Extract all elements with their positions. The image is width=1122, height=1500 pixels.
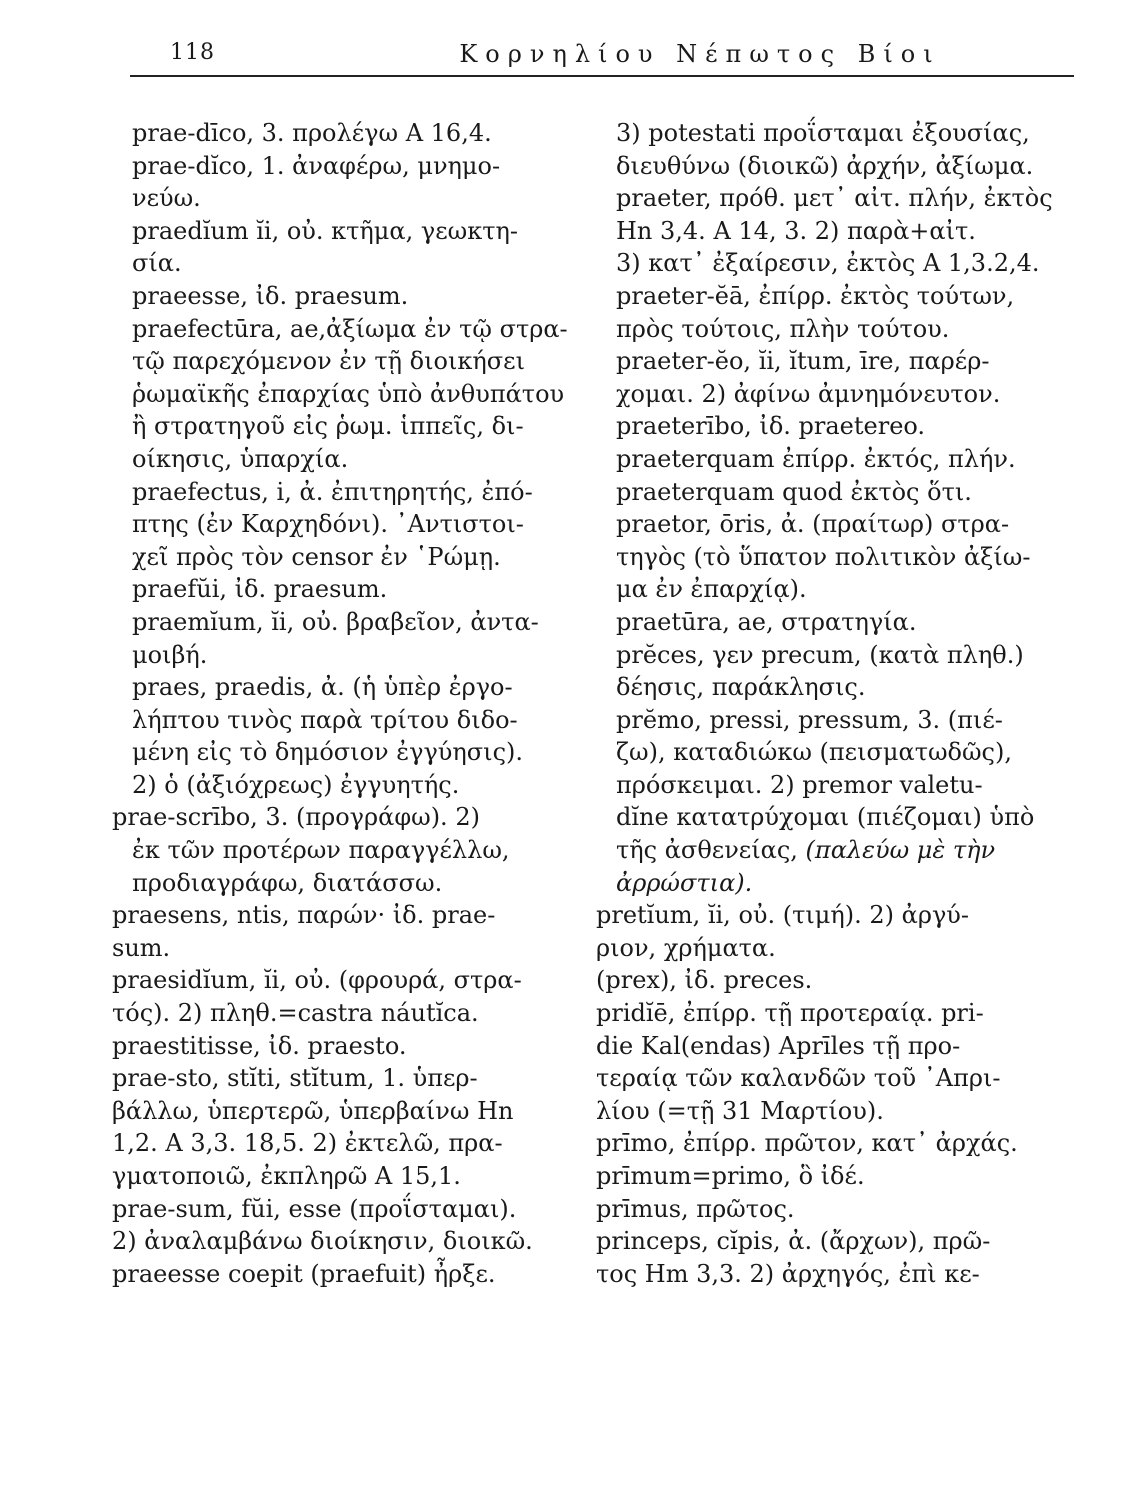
entry-text: λήπτου τινὸς παρὰ τρίτου διδο- xyxy=(132,705,518,734)
entry-text: νεύω. xyxy=(132,184,201,213)
entry-text: die Kal(endas) Aprīles τῇ προ- xyxy=(596,1031,961,1060)
entry-line xyxy=(596,867,1056,900)
entry-line xyxy=(596,639,1056,672)
entry-line xyxy=(112,1225,572,1258)
entry-text: πρόσκειμαι. 2) premor valetu- xyxy=(616,770,983,799)
entry-line xyxy=(596,182,1056,215)
entry-text: praefectus, i, ἀ. ἐπιτηρητής, ἐπό- xyxy=(132,477,533,506)
entry-line xyxy=(596,1030,1056,1063)
entry-text: τῷ παρεχόμενον ἐν τῇ διοικήσει xyxy=(132,347,525,376)
entry-text: διευθύνω (διοικῶ) ἀρχήν, ἀξίωμα. xyxy=(616,151,1034,180)
entry-text: πτης (ἐν Καρχηδόνι). ᾿Αντιστοι- xyxy=(132,510,524,539)
entry-line xyxy=(596,313,1056,346)
entry-text: praedĭum ĭi, οὐ. κτῆμα, γεωκτη- xyxy=(132,216,518,245)
entry-line xyxy=(112,997,572,1030)
entry-text: γματοποιῶ, ἐκπληρῶ Α 15,1. xyxy=(112,1162,461,1190)
entry-line xyxy=(596,1160,1056,1193)
entry-line xyxy=(112,1062,572,1095)
entry-text: prĕmo, pressi, pressum, 3. (πιέ- xyxy=(616,705,1003,734)
entry-text: μένη εἰς τὸ δημόσιον ἐγγύησις). xyxy=(132,738,523,767)
entry-line xyxy=(596,1095,1056,1128)
entry-text: τός). 2) πληθ.=castra náutĭca. xyxy=(112,999,479,1028)
entry-text: σία. xyxy=(132,249,182,278)
entry-line xyxy=(112,964,572,997)
entry-text: prīmus, πρῶτος. xyxy=(596,1194,795,1223)
entry-line xyxy=(112,899,572,932)
entry-text: 2) ὁ (ἀξιόχρεως) ἐγγυητής. xyxy=(132,770,460,799)
header-rule xyxy=(130,75,1074,77)
entry-line xyxy=(112,639,572,672)
entry-line xyxy=(596,573,1056,606)
entry-text: praefectūra, ae,ἀξίωμα ἐν τῷ στρα- xyxy=(132,314,568,343)
entry-line xyxy=(112,313,572,346)
entry-text: pretĭum, ĭi, οὐ. (τιμή). 2) ἀργύ- xyxy=(596,901,970,930)
entry-line xyxy=(112,573,572,606)
entry-line xyxy=(112,1160,572,1193)
entry-text: τεραίᾳ τῶν καλανδῶν τοῦ ᾿Απρι- xyxy=(596,1064,1001,1093)
entry-line xyxy=(112,215,572,248)
right-column xyxy=(596,117,1056,1290)
entry-line xyxy=(596,508,1056,541)
entry-text: οίκησις, ὑπαρχία. xyxy=(132,444,349,473)
entry-line xyxy=(596,932,1056,965)
entry-line xyxy=(112,704,572,737)
entry-text: χεῖ πρὸς τὸν censor ἐν ῾Ρώμῃ. xyxy=(132,542,501,571)
entry-text: 2) ἀναλαμβάνω διοίκησιν, διοικῶ. xyxy=(112,1227,533,1256)
entry-line xyxy=(112,182,572,215)
entry-text: praemĭum, ĭi, οὐ. βραβεῖον, ἀντα- xyxy=(132,607,539,636)
entry-text: pridĭē, ἐπίρρ. τῇ προτεραίᾳ. pri- xyxy=(596,999,984,1028)
entry-text: praeesse, ἰδ. praesum. xyxy=(132,281,409,310)
entry-line xyxy=(112,1193,572,1226)
entry-line xyxy=(596,345,1056,378)
entry-text: πρὸς τούτοις, πλὴν τούτου. xyxy=(616,314,950,343)
entry-line xyxy=(596,1062,1056,1095)
entry-line xyxy=(112,671,572,704)
entry-line xyxy=(596,1127,1056,1160)
entry-line xyxy=(596,736,1056,769)
entry-line xyxy=(596,769,1056,802)
entry-text: praefŭi, ἰδ. praesum. xyxy=(132,575,388,604)
entry-text: Hn 3,4. Α 14, 3. 2) παρὰ+αἰτ. xyxy=(616,216,976,245)
entry-text: dĭne κατατρύχομαι (πιέζομαι) ὑπὸ xyxy=(616,803,1035,832)
entry-text: τος Hm 3,3. 2) ἀρχηγός, ἐπὶ κε- xyxy=(596,1259,980,1288)
entry-line xyxy=(112,378,572,411)
entry-line xyxy=(596,606,1056,639)
entry-text: ριον, χρήματα. xyxy=(596,933,776,962)
entry-line xyxy=(112,410,572,443)
entry-line xyxy=(596,280,1056,313)
entry-line xyxy=(112,1095,572,1128)
entry-line xyxy=(112,867,572,900)
left-column xyxy=(112,117,572,1290)
running-title: Κορνηλίου Νέπωτος Βίοι xyxy=(459,40,941,68)
entry-text: τηγὸς (τὸ ὕπατον πολιτικὸν ἀξίω- xyxy=(616,542,1031,571)
entry-line xyxy=(112,476,572,509)
entry-line xyxy=(112,769,572,802)
entry-text: δέησις, παράκλησις. xyxy=(616,673,866,702)
entry-line xyxy=(112,801,572,834)
entry-line xyxy=(596,476,1056,509)
entry-italic-gloss: (παλεύω μὲ τὴν xyxy=(797,836,996,865)
entry-text: prae-dīco, 3. προλέγω Α 16,4. xyxy=(132,119,492,147)
entry-line xyxy=(112,606,572,639)
entry-line xyxy=(596,410,1056,443)
entry-line xyxy=(112,117,572,150)
page-header xyxy=(130,38,1070,78)
entry-line xyxy=(596,150,1056,183)
entry-line xyxy=(112,508,572,541)
entry-text: 3) κατ᾿ ἐξαίρεσιν, ἐκτὸς Α 1,3.2,4. xyxy=(616,249,1040,278)
entry-text: 1,2. Α 3,3. 18,5. 2) ἐκτελῶ, πρα- xyxy=(112,1129,503,1158)
entry-text: prae-sto, stĭti, stĭtum, 1. ὑπερ- xyxy=(112,1064,478,1093)
entry-text: praesidĭum, ĭi, οὐ. (φρουρά, στρα- xyxy=(112,966,522,995)
entry-text: sum. xyxy=(112,933,171,962)
entry-line xyxy=(112,443,572,476)
entry-line xyxy=(596,117,1056,150)
entry-text: prae-dĭco, 1. ἀναφέρω, μνημο- xyxy=(132,151,501,180)
entry-italic-gloss: ἀρρώστια). xyxy=(616,868,753,897)
entry-line xyxy=(596,801,1056,834)
entry-text: praes, praedis, ἀ. (ἡ ὑπὲρ ἐργο- xyxy=(132,673,513,702)
entry-text: praestitisse, ἰδ. praesto. xyxy=(112,1031,407,1060)
entry-text: praeter-ĕā, ἐπίρρ. ἐκτὸς τούτων, xyxy=(616,281,1015,310)
entry-line xyxy=(596,443,1056,476)
entry-text: praesens, ntis, παρών· ἰδ. prae- xyxy=(112,901,496,930)
entry-line xyxy=(596,997,1056,1030)
entry-text: praeesse coepit (praefuit) ἦρξε. xyxy=(112,1259,496,1288)
entry-line xyxy=(112,1030,572,1063)
entry-text: prīmo, ἐπίρρ. πρῶτον, κατ᾿ ἀρχάς. xyxy=(596,1129,1018,1158)
entry-line xyxy=(596,1225,1056,1258)
entry-line xyxy=(596,899,1056,932)
entry-line xyxy=(112,932,572,965)
entry-text: χομαι. 2) ἀφίνω ἀμνημόνευτον. xyxy=(616,379,1001,408)
entry-line xyxy=(112,1127,572,1160)
entry-line xyxy=(112,247,572,280)
entry-text: μα ἐν ἐπαρχίᾳ). xyxy=(616,575,807,604)
entry-text: τῆς ἀσθενείας, xyxy=(616,836,798,865)
entry-text: ζω), καταδιώκω (πεισματωδῶς), xyxy=(616,738,1012,767)
entry-line xyxy=(596,1193,1056,1226)
entry-line xyxy=(596,215,1056,248)
entry-line xyxy=(596,704,1056,737)
entry-text: 3) potestati προΐσταμαι ἐξουσίας, xyxy=(616,119,1030,147)
entry-text: praeterībo, ἰδ. praetereo. xyxy=(616,412,926,441)
entry-text: prae-scrībo, 3. (προγράφω). 2) xyxy=(112,803,480,832)
entry-text: praeter, πρόθ. μετ᾿ αἰτ. πλήν, ἐκτὸς xyxy=(616,184,1053,213)
entry-text: λίου (=τῇ 31 Μαρτίου). xyxy=(596,1096,884,1125)
entry-text: ἐκ τῶν προτέρων παραγγέλλω, xyxy=(132,836,510,865)
entry-text: prīmum=primo, ὃ ἰδέ. xyxy=(596,1162,865,1190)
entry-line xyxy=(112,834,572,867)
entry-text: praeterquam quod ἐκτὸς ὅτι. xyxy=(616,477,972,506)
entry-text: praetūra, ae, στρατηγία. xyxy=(616,607,917,636)
page-number: 118 xyxy=(170,40,215,65)
entry-line xyxy=(596,541,1056,574)
entry-text: ἢ στρατηγοῦ εἰς ῥωμ. ἱππεῖς, δι- xyxy=(132,412,524,441)
entry-text: (prex), ἰδ. preces. xyxy=(596,966,813,995)
entry-line xyxy=(596,964,1056,997)
entry-text: βάλλω, ὑπερτερῶ, ὑπερβαίνω Hn xyxy=(112,1096,514,1125)
entry-line xyxy=(596,378,1056,411)
entry-text: praetor, ōris, ἀ. (πραίτωρ) στρα- xyxy=(616,510,1010,539)
entry-line xyxy=(112,541,572,574)
entry-text: praeter-ĕo, ĭi, ĭtum, īre, παρέρ- xyxy=(616,347,990,376)
entry-text: praeterquam ἐπίρρ. ἐκτός, πλήν. xyxy=(616,444,1016,473)
entry-line xyxy=(112,345,572,378)
entry-line xyxy=(112,1258,572,1291)
entry-line xyxy=(596,1258,1056,1291)
entry-text: prĕces, γεν precum, (κατὰ πληθ.) xyxy=(616,640,1024,669)
entry-line xyxy=(596,834,1056,867)
entry-line xyxy=(596,671,1056,704)
entry-text: μοιβή. xyxy=(132,640,208,669)
entry-text: προδιαγράφω, διατάσσω. xyxy=(132,868,443,897)
entry-text: ῥωμαϊκῆς ἐπαρχίας ὑπὸ ἀνθυπάτου xyxy=(132,379,565,408)
entry-text: princeps, cĭpis, ἀ. (ἄρχων), πρῶ- xyxy=(596,1227,991,1256)
entry-text: prae-sum, fŭi, esse (προΐσταμαι). xyxy=(112,1194,517,1223)
entry-line xyxy=(112,736,572,769)
entry-line xyxy=(596,247,1056,280)
entry-line xyxy=(112,150,572,183)
entry-line xyxy=(112,280,572,313)
